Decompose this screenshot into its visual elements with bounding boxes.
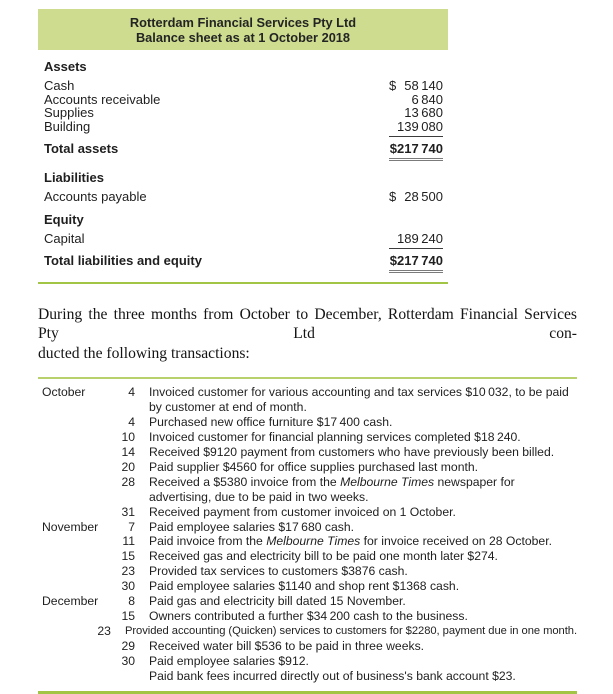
day-label: 23 xyxy=(97,623,111,638)
transaction-row xyxy=(38,520,577,535)
day-label: 29 xyxy=(121,638,135,653)
transaction-description: Paid employee salaries $1140 and shop rent $1368 cash. xyxy=(149,579,460,594)
transaction-row xyxy=(38,639,577,654)
transaction-row xyxy=(38,430,577,445)
table-row xyxy=(44,79,443,93)
day-label: 28 xyxy=(121,474,135,489)
transaction-description: Invoiced customer for financial planning services completed $18 240. xyxy=(149,430,521,445)
transaction-description: Paid employee salaries $912. xyxy=(149,653,309,668)
day-label: 30 xyxy=(121,579,135,594)
table-row xyxy=(44,190,443,204)
transactions-table xyxy=(38,377,577,693)
row-value xyxy=(389,254,443,273)
description-text: newspaper for advertising, due to be paid in two weeks. xyxy=(149,474,515,504)
transaction-description: Received gas and electricity bill to be paid one month later $274. xyxy=(149,549,498,564)
day-label: 4 xyxy=(128,385,135,400)
row-value xyxy=(389,190,443,204)
day-label: 7 xyxy=(128,519,135,534)
day-label: 8 xyxy=(128,594,135,609)
transaction-description xyxy=(149,534,577,549)
description-text: Paid invoice from the xyxy=(149,534,267,549)
day-label: 15 xyxy=(121,549,135,564)
company-name: Rotterdam Financial Services Pty Ltd xyxy=(129,15,357,30)
transaction-description: Received $9120 payment from customers who have previously been billed. xyxy=(149,445,555,460)
amount: 189 240 xyxy=(397,231,443,247)
amount: $217 740 xyxy=(389,140,443,156)
newspaper-name: Melbourne Times xyxy=(266,534,361,549)
month-label: December xyxy=(42,594,99,609)
intro-paragraph xyxy=(38,305,577,364)
transaction-description: Paid employee salaries $17 680 cash. xyxy=(149,519,355,534)
row-value xyxy=(389,79,443,93)
textbook-page xyxy=(0,9,613,683)
table-row xyxy=(44,106,443,120)
transaction-row xyxy=(38,460,577,475)
transaction-row xyxy=(38,415,577,430)
transaction-row xyxy=(38,564,577,579)
transaction-description: Owners contributed a further $34 200 cash to the business. xyxy=(149,609,468,623)
transaction-row xyxy=(38,534,577,549)
transaction-row xyxy=(38,549,577,564)
row-label: Total assets xyxy=(44,140,119,156)
row-label: Cash xyxy=(44,78,75,93)
row-label: Accounts receivable xyxy=(44,91,161,107)
transaction-row xyxy=(38,475,577,505)
row-value xyxy=(389,120,443,137)
transaction-description: Paid bank fees incurred directly out of business's bank account $23. xyxy=(149,668,516,683)
transaction-row xyxy=(38,624,577,639)
intro-line: ducted the following transactions: xyxy=(38,344,250,362)
amount: 13 680 xyxy=(404,105,443,121)
transaction-row xyxy=(38,609,577,624)
row-label: Building xyxy=(44,119,91,135)
day-label: 11 xyxy=(122,534,135,549)
total-liabilities-equity-row xyxy=(44,252,443,273)
transaction-row xyxy=(38,445,577,460)
newspaper-name: Melbourne Times xyxy=(340,474,435,489)
transaction-row xyxy=(38,654,577,669)
day-label: 30 xyxy=(121,653,135,668)
day-label: 20 xyxy=(121,459,135,474)
day-label: 31 xyxy=(121,504,135,519)
balance-sheet-header xyxy=(38,9,448,50)
day-label: 14 xyxy=(121,445,135,460)
day-label: 23 xyxy=(121,564,135,579)
row-label: Capital xyxy=(44,231,85,247)
row-label: Supplies xyxy=(44,105,94,121)
amount: $217 740 xyxy=(389,252,443,268)
transaction-row xyxy=(38,579,577,594)
transaction-description: Purchased new office furniture $17 400 cash. xyxy=(149,415,393,430)
transaction-description: Provided tax services to customers $3876 cash. xyxy=(149,564,408,579)
amount: 139 080 xyxy=(397,119,443,135)
assets-heading: Assets xyxy=(44,59,87,74)
amount: 28 500 xyxy=(404,188,443,204)
statement-title: Balance sheet as at 1 October 2018 xyxy=(135,30,351,45)
description-text: Received a $5380 invoice from the xyxy=(149,474,341,489)
table-row xyxy=(44,120,443,137)
month-label: October xyxy=(42,385,86,400)
row-label: Accounts payable xyxy=(44,188,147,204)
row-value xyxy=(389,106,443,120)
transaction-description: Paid supplier $4560 for office supplies purchased last month. xyxy=(149,459,479,474)
transaction-row xyxy=(38,594,577,609)
transaction-row xyxy=(38,505,577,520)
row-label: Total liabilities and equity xyxy=(44,252,202,268)
transaction-description xyxy=(149,475,577,505)
amount: 6 840 xyxy=(411,91,443,107)
transaction-description: Received payment from customer invoiced on 1 October. xyxy=(149,504,456,519)
transaction-description: Received water bill $536 to be paid in three weeks. xyxy=(149,638,425,653)
balance-sheet xyxy=(38,9,448,284)
row-value xyxy=(389,93,443,107)
row-value xyxy=(389,232,443,249)
intro-line: During the three months from October to December, Rotterdam Financial Services Pty Ltd con- xyxy=(38,305,577,343)
equity-heading: Equity xyxy=(44,212,84,228)
transaction-row xyxy=(38,669,577,684)
amount: 58 140 xyxy=(404,78,443,93)
currency-sign: $ xyxy=(389,188,397,204)
day-label: 10 xyxy=(121,430,135,445)
transaction-description: Paid gas and electricity bill dated 15 November. xyxy=(149,594,406,609)
currency-sign: $ xyxy=(389,78,397,93)
liabilities-heading: Liabilities xyxy=(44,169,104,185)
table-row xyxy=(44,93,443,107)
day-label: 4 xyxy=(128,415,135,430)
table-row xyxy=(44,232,443,249)
description-text: for invoice received on 28 October. xyxy=(360,534,552,549)
day-label: 15 xyxy=(121,609,135,623)
transaction-description: Invoiced customer for various accounting and tax services $10 032, to be paid by customer at end of month. xyxy=(149,385,569,415)
month-label: November xyxy=(42,519,99,534)
transaction-description: Provided accounting (Quicken) services to customers for $2280, payment due in one month. xyxy=(124,624,577,637)
total-assets-row xyxy=(44,140,443,161)
transaction-row xyxy=(38,385,577,415)
row-value xyxy=(389,142,443,161)
balance-sheet-body xyxy=(38,59,448,273)
